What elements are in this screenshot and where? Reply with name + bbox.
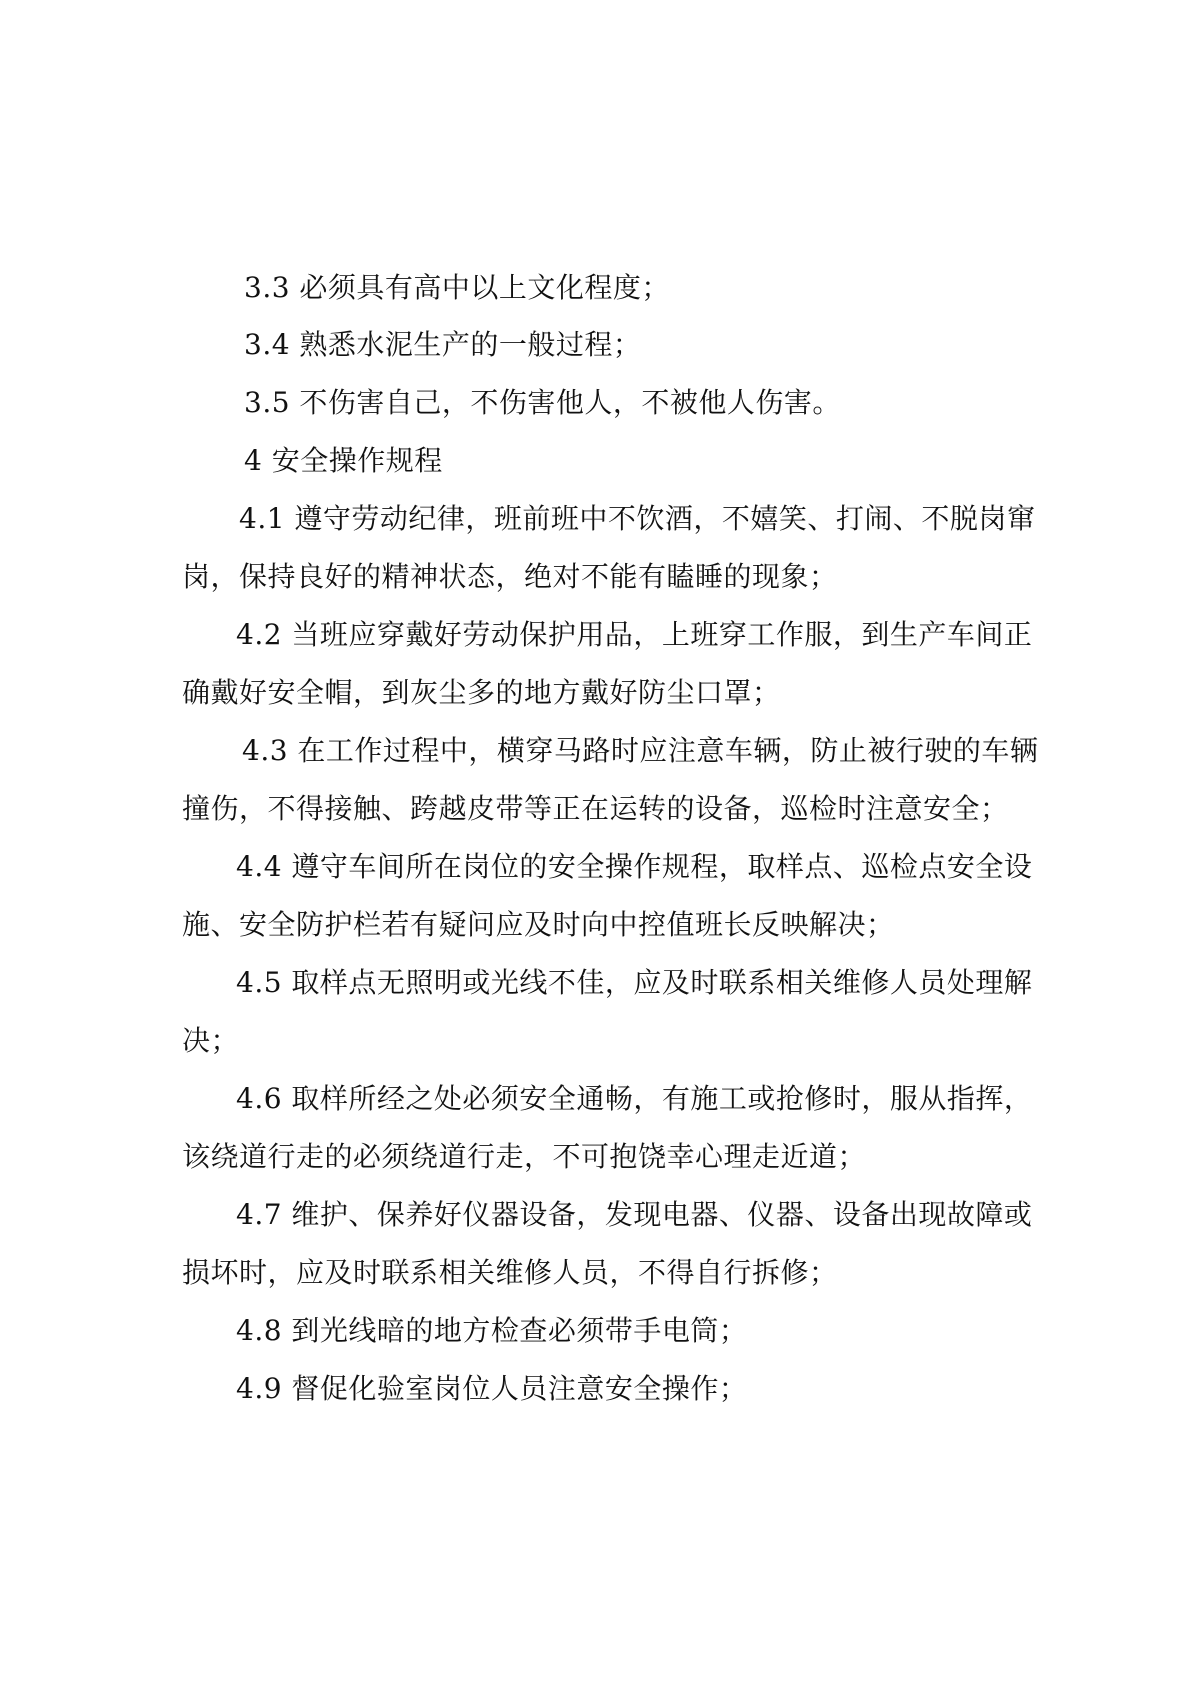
text-line: 4.6 取样所经之处必须安全通畅，有施工或抢修时，服从指挥， bbox=[236, 1082, 1033, 1115]
text-line: 岗，保持良好的精神状态，绝对不能有瞌睡的现象； bbox=[182, 560, 838, 593]
text-line: 3.3 必须具有高中以上文化程度； bbox=[244, 271, 670, 304]
text-line: 撞伤，不得接触、跨越皮带等正在运转的设备，巡检时注意安全； bbox=[182, 792, 1009, 825]
text-line: 确戴好安全帽，到灰尘多的地方戴好防尘口罩； bbox=[182, 676, 781, 709]
text-line: 4.9 督促化验室岗位人员注意安全操作； bbox=[236, 1372, 748, 1405]
section-heading: 4 安全操作规程 bbox=[244, 444, 443, 477]
text-line: 4.3 在工作过程中，横穿马路时应注意车辆，防止被行驶的车辆 bbox=[242, 734, 1039, 767]
text-line: 4.7 维护、保养好仪器设备，发现电器、仪器、设备出现故障或 bbox=[236, 1198, 1033, 1231]
text-line: 4.5 取样点无照明或光线不佳，应及时联系相关维修人员处理解 bbox=[236, 966, 1033, 999]
text-line: 4.8 到光线暗的地方检查必须带手电筒； bbox=[236, 1314, 748, 1347]
text-line: 3.5 不伤害自己，不伤害他人，不被他人伤害。 bbox=[244, 386, 841, 419]
text-line: 决； bbox=[182, 1024, 240, 1057]
text-line: 3.4 熟悉水泥生产的一般过程； bbox=[244, 328, 642, 361]
text-line: 4.4 遵守车间所在岗位的安全操作规程，取样点、巡检点安全设 bbox=[236, 850, 1033, 883]
text-line: 4.1 遵守劳动纪律，班前班中不饮酒，不嬉笑、打闹、不脱岗窜 bbox=[239, 502, 1036, 535]
text-line: 施、安全防护栏若有疑问应及时向中控值班长反映解决； bbox=[182, 908, 895, 941]
text-line: 该绕道行走的必须绕道行走，不可抱饶幸心理走近道； bbox=[182, 1140, 867, 1173]
text-line: 损坏时，应及时联系相关维修人员，不得自行拆修； bbox=[182, 1256, 838, 1289]
text-line: 4.2 当班应穿戴好劳动保护用品，上班穿工作服，到生产车间正 bbox=[236, 618, 1033, 651]
